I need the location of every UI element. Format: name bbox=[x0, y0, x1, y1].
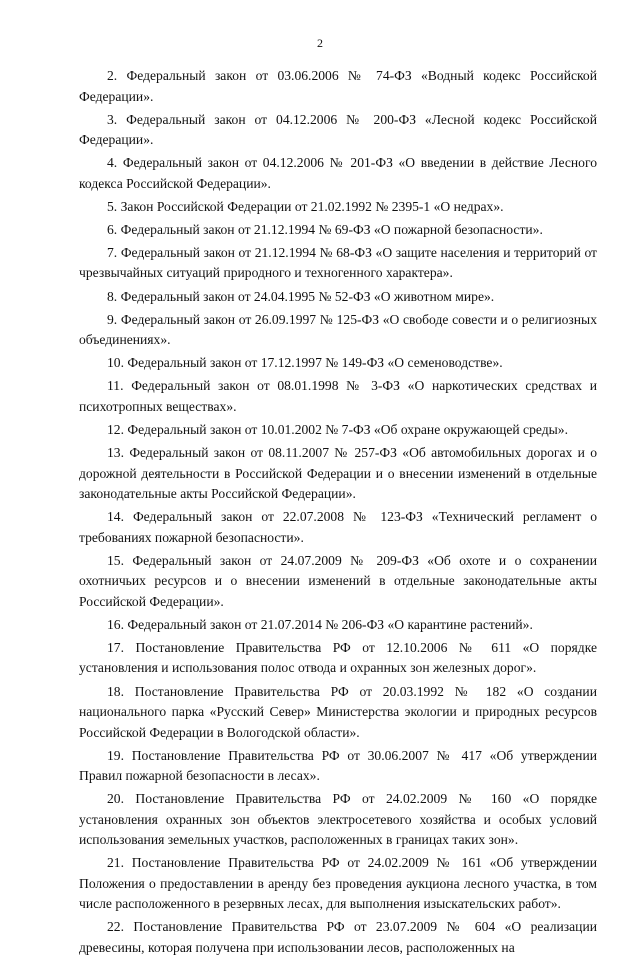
list-item bbox=[79, 376, 597, 417]
list-item bbox=[79, 551, 597, 613]
list-item bbox=[79, 682, 597, 744]
item-text: Федеральный закон от 04.12.2006 № 200-ФЗ «Лесной кодекс Российской Федерации». bbox=[79, 111, 598, 148]
list-item bbox=[79, 243, 597, 284]
item-text: Федеральный закон от 22.07.2008 № 123-ФЗ «Технический регламент о требованиях пожарной безопасности». bbox=[79, 509, 597, 545]
item-text: Федеральный закон от 03.06.2006 № 74-ФЗ «Водный кодекс Российской Федерации». bbox=[79, 68, 597, 104]
item-number: 17. bbox=[107, 639, 124, 655]
item-number: 21. bbox=[107, 855, 124, 871]
item-number: 20. bbox=[107, 791, 124, 807]
item-text: Федеральный закон от 04.12.2006 № 201-ФЗ «О введении в действие Лесного кодекса Российской Федерации». bbox=[79, 155, 597, 191]
item-number: 7. bbox=[107, 244, 118, 260]
list-item bbox=[79, 220, 597, 241]
item-number: 15. bbox=[107, 552, 124, 568]
item-text: Закон Российской Федерации от 21.02.1992 № 2395-1 «О недрах». bbox=[120, 198, 504, 214]
item-text: Постановление Правительства РФ от 12.10.2006 № 611 «О порядке установления и использования полос отвода и охранных зон железных дорог». bbox=[79, 639, 597, 676]
list-item bbox=[79, 638, 597, 679]
item-number: 11. bbox=[107, 378, 124, 394]
item-text: Федеральный закон от 17.12.1997 № 149-ФЗ «О семеноводстве». bbox=[127, 355, 503, 371]
item-text: Постановление Правительства РФ от 20.03.1992 № 182 «О создании национального парка «Русский Север» Министерства экологии и природных ресурсов Российской Федерации в Вологодской области». bbox=[79, 683, 597, 740]
item-number: 22. bbox=[107, 919, 124, 935]
list-item bbox=[79, 917, 597, 958]
item-text: Федеральный закон от 21.12.1994 № 68-ФЗ «О защите населения и территорий от чрезвычайных ситуаций природного и техногенного характера». bbox=[79, 244, 597, 281]
item-number: 3. bbox=[107, 111, 118, 127]
item-text: Постановление Правительства РФ от 24.02.2009 № 161 «Об утверждении Положения о предоставлении в аренду без проведения аукциона лесного участка, в том числе расположенного в резервных лесах, для выполнения изыскательских работ». bbox=[79, 855, 597, 912]
item-number: 4. bbox=[107, 155, 118, 171]
item-number: 12. bbox=[107, 421, 124, 437]
item-number: 2. bbox=[107, 68, 118, 83]
list-item bbox=[79, 443, 597, 505]
item-number: 13. bbox=[107, 445, 124, 461]
item-text: Постановление Правительства РФ от 24.02.2009 № 160 «О порядке установления охранных зон объектов электросетевого хозяйства и особых условий использования земельных участков, расположенных в границах таких зон». bbox=[79, 791, 597, 848]
list-item bbox=[79, 507, 597, 548]
item-number: 9. bbox=[107, 311, 118, 327]
list-item bbox=[79, 287, 597, 308]
item-text: Федеральный закон от 08.11.2007 № 257-ФЗ «Об автомобильных дорогах и о дорожной деятельности в Российской Федерации и о внесении изменений в отдельные законодательные акты Российской Федерации». bbox=[79, 445, 597, 502]
list-item bbox=[79, 310, 597, 351]
list-item bbox=[79, 110, 597, 151]
item-text: Федеральный закон от 24.04.1995 № 52-ФЗ «О животном мире». bbox=[120, 288, 495, 304]
page-number: 2 bbox=[317, 36, 323, 50]
item-number: 10. bbox=[107, 355, 124, 371]
item-number: 8. bbox=[107, 288, 118, 304]
item-text: Федеральный закон от 21.07.2014 № 206-ФЗ «О карантине растений». bbox=[127, 616, 533, 632]
item-number: 5. bbox=[107, 198, 118, 214]
list-item bbox=[79, 197, 597, 218]
item-text: Федеральный закон от 21.12.1994 № 69-ФЗ «О пожарной безопасности». bbox=[120, 221, 543, 237]
item-text: Постановление Правительства РФ от 30.06.2007 № 417 «Об утверждении Правил пожарной безопасности в лесах». bbox=[79, 747, 597, 784]
item-text: Федеральный закон от 24.07.2009 № 209-ФЗ «Об охоте и о сохранении охотничьих ресурсов и о внесении изменений в отдельные законодательные акты Российской Федерации». bbox=[79, 552, 597, 609]
list-item bbox=[79, 789, 597, 851]
item-text: Федеральный закон от 08.01.1998 № 3-ФЗ «О наркотических средствах и психотропных веществах». bbox=[79, 378, 597, 414]
item-number: 6. bbox=[107, 221, 118, 237]
legal-acts-list bbox=[79, 66, 597, 961]
list-item bbox=[79, 353, 597, 374]
list-item bbox=[79, 66, 597, 107]
list-item bbox=[79, 615, 597, 636]
item-number: 18. bbox=[107, 683, 124, 699]
item-number: 14. bbox=[107, 509, 124, 525]
item-number: 19. bbox=[107, 747, 124, 763]
list-item bbox=[79, 853, 597, 915]
list-item bbox=[79, 746, 597, 787]
item-text: Федеральный закон от 26.09.1997 № 125-ФЗ «О свободе совести и о религиозных объединениях». bbox=[79, 311, 597, 348]
list-item bbox=[79, 420, 597, 441]
item-text: Федеральный закон от 10.01.2002 № 7-ФЗ «Об охране окружающей среды». bbox=[127, 421, 568, 437]
item-text: Постановление Правительства РФ от 23.07.2009 № 604 «О реализации древесины, которая получена при использовании лесов, расположенных на bbox=[79, 919, 597, 955]
list-item bbox=[79, 153, 597, 194]
item-number: 16. bbox=[107, 616, 124, 632]
